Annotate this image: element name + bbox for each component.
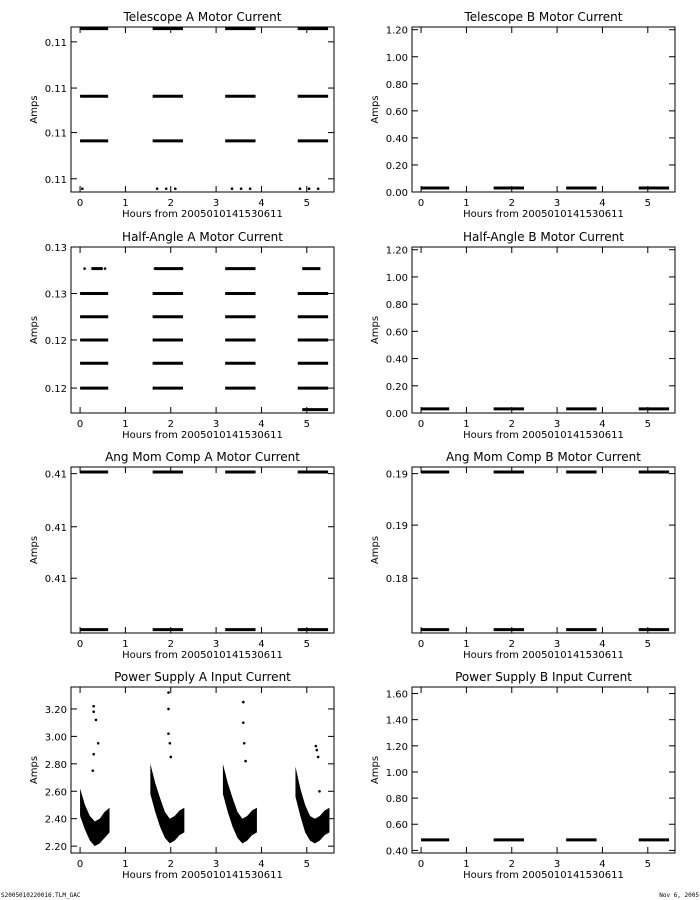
x-tick-label: 0 [417, 198, 425, 209]
y-tick-label: 0.00 [385, 409, 408, 420]
x-axis-label: Hours from 2005010141530611 [463, 650, 624, 661]
y-axis-label: Amps [29, 315, 40, 345]
y-tick-label: 0.41 [44, 522, 67, 534]
panel-title: Ang Mom Comp A Motor Current [105, 450, 300, 464]
data-point [181, 267, 184, 270]
data-point [167, 708, 170, 711]
y-tick-label: 1.20 [385, 741, 408, 753]
data-point [318, 790, 321, 793]
x-tick-label: 0 [76, 639, 84, 650]
panel-2 [370, 10, 675, 220]
x-tick-label: 1 [122, 198, 129, 209]
data-point [92, 710, 95, 713]
data-point [154, 267, 157, 270]
y-axis-label: Amps [29, 755, 40, 785]
y-tick-label: 0.80 [385, 300, 408, 312]
y-tick-label: 0.11 [44, 128, 67, 140]
y-tick-label: 1.60 [385, 689, 408, 701]
x-tick-label: 2 [167, 198, 174, 209]
y-tick-label: 3.20 [44, 704, 67, 716]
panel-title: Telescope A Motor Current [123, 10, 282, 24]
x-tick-label: 3 [553, 198, 561, 209]
data-point [242, 267, 245, 270]
data-point [167, 732, 170, 735]
panel-title: Power Supply A Input Current [114, 670, 291, 684]
x-tick-label: 4 [258, 198, 265, 209]
data-point [174, 187, 177, 190]
data-point [242, 701, 245, 704]
data-point [95, 719, 98, 722]
panel-8 [370, 670, 675, 881]
data-point [92, 753, 95, 756]
y-tick-label: 1.20 [385, 245, 408, 257]
data-point [299, 187, 302, 190]
y-tick-label: 0.00 [385, 188, 408, 199]
x-tick-label: 5 [303, 198, 310, 209]
plot-frame [71, 687, 334, 853]
x-tick-label: 2 [167, 419, 174, 430]
data-point [81, 187, 84, 190]
data-band [150, 764, 184, 844]
panel-title: Ang Mom Comp B Motor Current [446, 450, 641, 464]
x-tick-label: 4 [599, 419, 606, 430]
x-axis-label: Hours from 2005010141530611 [122, 870, 283, 881]
data-point [167, 691, 170, 694]
plot-frame [71, 247, 334, 413]
data-point [163, 267, 166, 270]
plot-frame [412, 467, 675, 633]
data-point [308, 292, 311, 295]
x-tick-label: 0 [76, 859, 84, 870]
y-tick-label: 0.41 [44, 574, 67, 586]
x-tick-label: 5 [644, 859, 651, 870]
y-tick-label: 0.19 [385, 469, 408, 481]
data-point [156, 187, 159, 190]
panel-4 [370, 230, 675, 441]
x-tick-label: 1 [122, 639, 129, 650]
y-tick-label: 1.40 [385, 715, 408, 727]
x-axis-label: Hours from 2005010141530611 [463, 870, 624, 881]
panel-title: Half-Angle B Motor Current [463, 230, 624, 244]
y-tick-label: 0.11 [44, 84, 67, 96]
footer-right: Nov 6, 2005 [659, 892, 699, 899]
x-tick-label: 5 [303, 419, 310, 430]
y-tick-label: 0.40 [385, 354, 408, 366]
x-tick-label: 0 [417, 419, 425, 430]
plot-frame [412, 687, 675, 853]
data-point [244, 760, 247, 763]
y-axis-label: Amps [370, 95, 381, 124]
x-tick-label: 2 [508, 419, 515, 430]
y-tick-label: 2.60 [44, 787, 67, 799]
x-tick-label: 1 [463, 859, 470, 870]
data-point [92, 705, 95, 708]
footer-left: S2005010220016.TLM_GAC [1, 892, 81, 899]
panel-3 [29, 230, 334, 441]
y-tick-label: 0.60 [385, 106, 408, 118]
data-point [172, 267, 175, 270]
y-axis-label: Amps [370, 535, 381, 565]
x-tick-label: 3 [212, 639, 220, 650]
data-point [83, 267, 86, 270]
panel-title: Power Supply B Input Current [455, 670, 632, 684]
y-tick-label: 0.19 [385, 521, 408, 533]
data-point [240, 187, 243, 190]
y-tick-label: 0.11 [44, 174, 67, 186]
panel-1 [29, 10, 334, 220]
x-axis-label: Hours from 2005010141530611 [463, 430, 624, 441]
y-tick-label: 1.00 [385, 767, 408, 779]
data-point [308, 187, 311, 190]
panel-title: Telescope B Motor Current [464, 10, 623, 24]
panel-title: Half-Angle A Motor Current [122, 230, 283, 244]
y-tick-label: 0.12 [44, 335, 67, 347]
y-tick-label: 1.00 [385, 272, 408, 284]
x-tick-label: 2 [508, 198, 515, 209]
data-point [169, 742, 172, 745]
x-tick-label: 5 [644, 639, 651, 650]
y-tick-label: 0.60 [385, 327, 408, 339]
y-tick-label: 0.40 [385, 846, 408, 858]
data-point [169, 756, 172, 759]
y-tick-label: 0.41 [44, 469, 67, 481]
y-tick-label: 1.20 [385, 25, 408, 37]
y-tick-label: 2.40 [44, 814, 67, 826]
x-axis-label: Hours from 2005010141530611 [463, 209, 624, 220]
y-axis-label: Amps [370, 755, 381, 785]
x-tick-label: 3 [212, 859, 220, 870]
data-point [317, 292, 320, 295]
y-tick-label: 1.00 [385, 52, 408, 64]
panel-7 [29, 670, 334, 881]
y-tick-label: 0.13 [44, 243, 67, 254]
data-point [243, 742, 246, 745]
data-point [97, 742, 100, 745]
x-tick-label: 2 [167, 639, 174, 650]
y-tick-label: 0.12 [44, 384, 67, 396]
x-tick-label: 4 [258, 639, 265, 650]
x-tick-label: 0 [417, 639, 425, 650]
y-tick-label: 0.20 [385, 381, 408, 393]
x-tick-label: 0 [76, 198, 84, 209]
x-tick-label: 1 [463, 198, 470, 209]
x-axis-label: Hours from 2005010141530611 [122, 430, 283, 441]
x-tick-label: 3 [553, 859, 561, 870]
y-tick-label: 0.60 [385, 820, 408, 832]
y-tick-label: 0.11 [44, 37, 67, 49]
x-tick-label: 1 [122, 419, 129, 430]
data-point [315, 745, 318, 748]
x-tick-label: 4 [599, 198, 606, 209]
data-point [165, 187, 168, 190]
y-tick-label: 0.20 [385, 160, 408, 172]
data-band [295, 767, 329, 844]
x-axis-label: Hours from 2005010141530611 [122, 209, 283, 220]
x-tick-label: 3 [553, 639, 561, 650]
x-tick-label: 3 [212, 198, 220, 209]
plot-frame [71, 27, 334, 192]
x-tick-label: 4 [258, 419, 265, 430]
y-tick-label: 2.20 [44, 842, 67, 854]
x-tick-label: 4 [258, 859, 265, 870]
y-axis-label: Amps [370, 315, 381, 345]
x-tick-label: 5 [644, 419, 651, 430]
y-axis-label: Amps [29, 95, 40, 124]
data-point [104, 267, 107, 270]
x-tick-label: 1 [463, 639, 470, 650]
x-tick-label: 3 [553, 419, 561, 430]
data-point [228, 267, 231, 270]
x-tick-label: 4 [599, 859, 606, 870]
data-band [223, 764, 257, 844]
panel-5 [29, 450, 334, 661]
x-axis-label: Hours from 2005010141530611 [122, 650, 283, 661]
data-point [317, 756, 320, 759]
data-point [242, 721, 245, 724]
y-tick-label: 0.80 [385, 79, 408, 91]
x-tick-label: 1 [122, 859, 129, 870]
x-tick-label: 5 [303, 639, 310, 650]
data-band [80, 789, 109, 847]
y-tick-label: 0.80 [385, 794, 408, 806]
panel-6 [370, 450, 675, 661]
x-tick-label: 5 [644, 198, 651, 209]
plot-frame [412, 27, 675, 192]
data-point [301, 292, 304, 295]
x-tick-label: 2 [167, 859, 174, 870]
data-point [315, 749, 318, 752]
x-tick-label: 0 [417, 859, 425, 870]
y-tick-label: 0.13 [44, 289, 67, 301]
y-tick-label: 3.00 [44, 732, 67, 744]
y-axis-label: Amps [29, 535, 40, 565]
x-tick-label: 2 [508, 859, 515, 870]
data-point [92, 267, 95, 270]
data-point [251, 267, 254, 270]
x-tick-label: 0 [76, 419, 84, 430]
x-tick-label: 2 [508, 639, 515, 650]
data-point [91, 769, 94, 772]
data-point [317, 187, 320, 190]
x-tick-label: 1 [463, 419, 470, 430]
y-tick-label: 2.80 [44, 759, 67, 771]
plot-frame [71, 467, 334, 633]
data-point [231, 187, 234, 190]
x-tick-label: 5 [303, 859, 310, 870]
data-point [249, 187, 252, 190]
x-tick-label: 4 [599, 639, 606, 650]
y-tick-label: 0.18 [385, 574, 408, 586]
x-tick-label: 3 [212, 419, 220, 430]
plot-frame [412, 247, 675, 413]
y-tick-label: 0.40 [385, 133, 408, 145]
